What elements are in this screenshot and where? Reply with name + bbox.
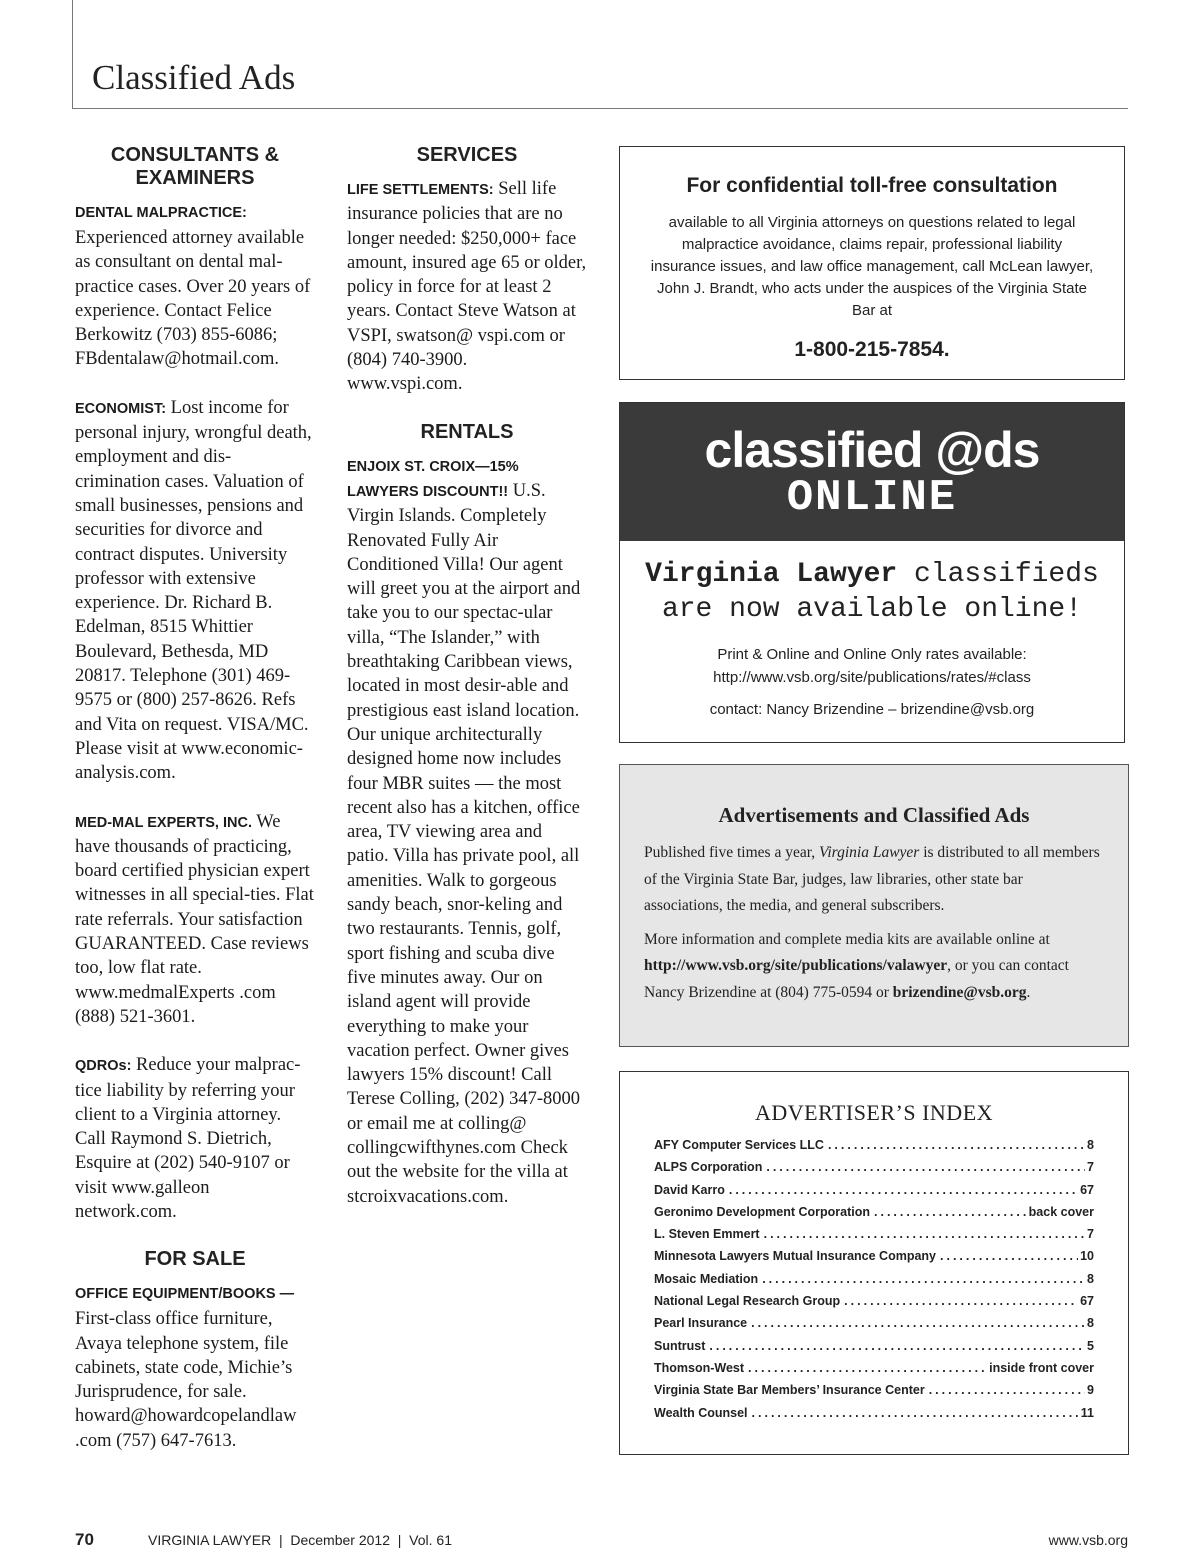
online-title-line2: ONLINE [786, 473, 958, 523]
ad-dental-malpractice [75, 200, 315, 372]
online-rates [620, 643, 1124, 689]
ad-economist [75, 396, 315, 786]
index-entry [654, 1402, 1094, 1424]
ad-lead: LIFE SETTLEMENTS: [347, 182, 494, 198]
index-entry-page: 9 [1087, 1383, 1094, 1398]
ad-lead: QDROs: [75, 1058, 132, 1075]
online-banner [620, 403, 1124, 541]
index-entry-name: Pearl Insurance [654, 1316, 748, 1331]
index-leader-dots [751, 1312, 1085, 1334]
index-entry [654, 1357, 1094, 1379]
ad-lead: DENTAL MALPRACTICE: [75, 205, 247, 221]
index-entry-name: Thomson-West [654, 1360, 745, 1375]
consultation-title: For confidential toll-free consultation [686, 174, 1058, 197]
index-leader-dots [748, 1357, 987, 1379]
index-entry-name: ALPS Corporation [654, 1160, 763, 1175]
online-title-line1: classified @ds [704, 422, 1040, 478]
ad-lead: OFFICE EQUIPMENT/BOOKS — [75, 1286, 295, 1303]
advertisements-info-box [619, 764, 1129, 1047]
index-leader-dots [844, 1290, 1078, 1312]
index-leader-dots [752, 1402, 1079, 1424]
ad-qdros [75, 1053, 315, 1224]
index-entry [654, 1179, 1094, 1201]
ad-office-equipment [75, 1281, 315, 1453]
index-entry-name: Minnesota Lawyers Mutual Insurance Company [654, 1249, 937, 1264]
classifieds-online-box [619, 402, 1125, 743]
advertisements-title: Advertisements and Classified Ads [718, 803, 1030, 827]
section-title: Classified Ads [92, 58, 296, 97]
heading-consultants-examiners: CONSULTANTS & EXAMINERS [110, 144, 280, 189]
index-entry-page: 5 [1087, 1338, 1094, 1353]
index-entry [654, 1201, 1094, 1223]
ad-body: Lost income for personal injury, wrongful death, employment and dis-crimination cases. Valuation of small businesses, pensions and securities for divorce and contract disputes. University professor with extensive experience. Dr. Richard B. Edelman, 8515 Whittier Boulevard, Bethesda, MD 20817. Telephone (301) 469-9575 or (800) 257-8626. Refs and Vita on request. VISA/MC. Please visit at www.economic-analysis.com. [75, 397, 312, 784]
index-entry-page: back cover [1028, 1204, 1094, 1219]
contact-email-link[interactable]: brizendine@vsb.org [892, 983, 1027, 1001]
index-entry-name: L. Steven Emmert [654, 1227, 760, 1242]
index-entry [654, 1268, 1094, 1290]
index-entry-page: 8 [1087, 1316, 1094, 1331]
index-leader-dots [729, 1179, 1078, 1201]
text-span: is distributed to all members of the Virginia State Bar, judges, law libraries, other state bar associations, the media, and general subscribers. [644, 844, 1100, 914]
advertisers-index-list [654, 1134, 1094, 1424]
ad-lead: ECONOMIST: [75, 400, 167, 417]
index-entry-page: 8 [1087, 1138, 1094, 1152]
index-entry [654, 1379, 1094, 1401]
footer-publication: VIRGINIA LAWYER | December 2012 | Vol. 61 [148, 1532, 452, 1548]
index-leader-dots [766, 1156, 1085, 1178]
ad-body: Reduce your malprac-tice liability by referring your client to a Virginia attorney. Call Raymond S. Dietrich, Esquire at (202) 540-9107 or visit www.galleon network.com. [75, 1055, 301, 1222]
advertisers-index-title: ADVERTISER’S INDEX [754, 1100, 994, 1125]
media-kit-link[interactable]: http://www.vsb.org/site/publications/valawyer [644, 957, 948, 974]
index-entry-name: AFY Computer Services LLC [654, 1138, 824, 1152]
footer-url[interactable]: www.vsb.org [1048, 1532, 1128, 1548]
ad-body: First-class office furniture, Avaya telephone system, file cabinets, state code, Michie’s Jurisprudence, for sale. howard@howardcopelandlaw .com (757) 647-7613. [75, 1309, 297, 1451]
confidential-consultation-box [619, 146, 1125, 380]
index-entry-name: Suntrust [654, 1338, 706, 1353]
ad-lead: ENJOIX ST. CROIX—15% LAWYERS DISCOUNT!! [347, 458, 519, 500]
ad-body: Experienced attorney available as consultant on dental mal-practice cases. Over 20 years of experience. Contact Felice Berkowitz (703) 855-6086; FBdentalaw@hotmail.com. [75, 228, 311, 370]
index-entry [654, 1312, 1094, 1334]
classifieds-column-1 [75, 144, 315, 1477]
index-entry [654, 1335, 1094, 1357]
ad-body: We have thousands of practicing, board certified physician expert witnesses in all special-ties. Flat rate referrals. Your satisfaction GUARANTEED. Case reviews too, low flat rate. www.medmalExperts .com (888) 521-3601. [75, 811, 314, 1027]
footer-page-number: 70 [75, 1530, 94, 1549]
text-span: , or you can contact Nancy Brizendine at (804) 775-0594 or [644, 957, 1069, 1001]
ad-st-croix-villa [347, 454, 587, 1209]
index-entry [654, 1156, 1094, 1178]
index-leader-dots [709, 1335, 1085, 1357]
consultation-phone: 1-800-215-7854. [794, 338, 950, 361]
index-leader-dots [929, 1379, 1085, 1401]
tagline-line2: are now available online! [661, 594, 1083, 625]
ad-lead: MED-MAL EXPERTS, INC. [75, 814, 252, 831]
index-entry [654, 1134, 1094, 1156]
index-entry-page: inside front cover [989, 1360, 1094, 1375]
advertisements-paragraph-1 [644, 840, 1104, 920]
index-entry-name: Wealth Counsel [654, 1405, 748, 1420]
index-leader-dots [940, 1245, 1078, 1267]
advertisements-paragraph-2 [644, 927, 1104, 1007]
ad-med-mal-experts [75, 810, 315, 1030]
index-entry-name: David Karro [654, 1182, 725, 1197]
page-footer [75, 1530, 1128, 1554]
publication-name: Virginia Lawyer [819, 844, 920, 861]
advertisers-index-box [619, 1071, 1129, 1455]
heading-rentals: RENTALS [420, 420, 514, 443]
index-entry-page: 8 [1087, 1271, 1094, 1286]
index-entry [654, 1290, 1094, 1312]
index-leader-dots [828, 1134, 1085, 1156]
index-entry-page: 7 [1087, 1160, 1094, 1175]
index-leader-dots [874, 1201, 1027, 1223]
index-leader-dots [762, 1268, 1085, 1290]
tagline-rest: classifieds [897, 559, 1099, 590]
index-entry [654, 1245, 1094, 1267]
index-entry-page: 67 [1080, 1182, 1094, 1197]
text-span: Published five times a year, [644, 844, 820, 861]
header-rule-horizontal [72, 108, 1128, 109]
index-entry-page: 7 [1087, 1227, 1094, 1242]
online-tagline [620, 557, 1124, 627]
index-entry-name: Mosaic Mediation [654, 1271, 759, 1286]
index-entry-page: 67 [1080, 1294, 1094, 1309]
index-entry-name: Virginia State Bar Members’ Insurance Center [654, 1383, 925, 1398]
rates-url-link[interactable]: http://www.vsb.org/site/publications/rates/#class [713, 669, 1031, 686]
ad-life-settlements [347, 177, 587, 397]
index-leader-dots [764, 1223, 1085, 1245]
index-entry-page: 11 [1080, 1405, 1094, 1420]
tagline-publication: Virginia Lawyer [645, 559, 898, 590]
text-span: . [1026, 983, 1031, 1001]
heading-for-sale: FOR SALE [144, 1248, 246, 1271]
ad-body: U.S. Virgin Islands. Completely Renovated Fully Air Conditioned Villa! Our agent will greet you at the airport and take you to our spectac-ular villa, “The Islander,” with breathtaking Caribbean views, located in most desir-able and prestigious east island location. Our unique architecturally designed home now includes four MBR suites — the most recent also has a kitchen, office area, TV viewing area and patio. Villa has private pool, all amenities. Walk to gorgeous sandy beach, snor-keling and two restaurants. Tennis, golf, sport fishing and scuba dive five minutes away. Our on island agent will provide everything to make your vacation perfect. Owner gives lawyers 15% discount! Call Terese Colling, (202) 347-8000 or email me at colling@ collingcwifthynes.com Check out the website for the villa at stcroixvacations.com. [347, 480, 581, 1207]
header-rule-vertical [72, 0, 73, 108]
ad-body: Sell life insurance policies that are no longer needed: $250,000+ face amount, insured age 65 or older, policy in force for at least 2 years. Contact Steve Watson at VSPI, swatson@ vspi.com or (804) 740-3900. www.vspi.com. [347, 179, 587, 395]
rates-label: Print & Online and Online Only rates available: [717, 646, 1027, 663]
index-entry-name: National Legal Research Group [654, 1294, 841, 1309]
index-entry [654, 1223, 1094, 1245]
online-contact: contact: Nancy Brizendine – brizendine@vsb.org [709, 701, 1035, 718]
index-entry-name: Geronimo Development Corporation [654, 1204, 870, 1219]
consultation-body: available to all Virginia attorneys on questions related to legal malpractice avoidance, claims repair, professional liability insurance issues, and law office management, call McLean lawyer, John J. Brandt, who acts under the auspices of the Virginia State Bar at [650, 214, 1094, 319]
text-span: More information and complete media kits are available online at [644, 930, 1050, 948]
index-entry-page: 10 [1080, 1249, 1094, 1264]
classifieds-column-2 [347, 144, 587, 1233]
heading-services: SERVICES [416, 144, 518, 166]
